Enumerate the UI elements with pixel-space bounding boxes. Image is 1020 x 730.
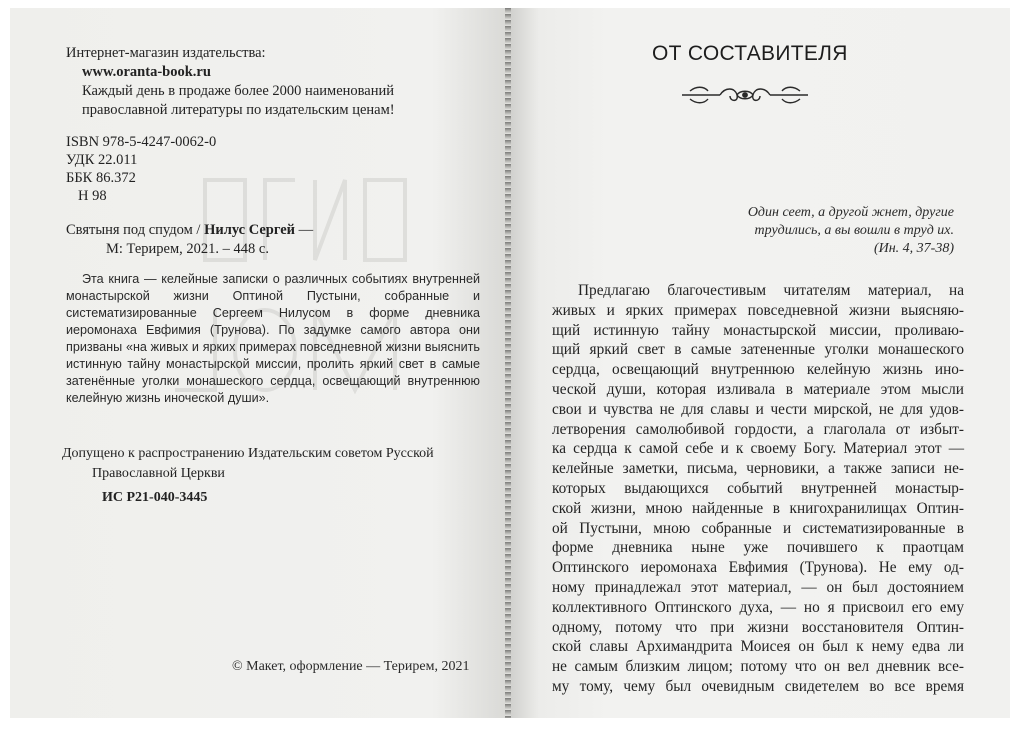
citation-line-1 [66,221,313,240]
approval-code: ИС Р21-040-3445 [102,490,208,505]
citation-title: Святыня под спудом / [66,222,205,238]
author-mark: Н 98 [78,188,107,204]
epigraph [700,204,954,258]
approval-block [62,444,434,508]
body-line: ному принадлежал этот материал, — он был достоянием [552,578,964,596]
body-line: ческой души, которая изливала в материале этом мысли [552,380,964,398]
body-line: ой Пустыни, мною собранные и систематизированные в [552,519,964,537]
body-line: ской славы Архимандрита Моисея он был к нему едва ли [552,638,964,656]
citation-imprint: М: Терирем, 2021. – 448 с. [106,241,269,257]
approval-line-1: Допущено к распространению Издательским советом Русской [62,446,434,461]
classification-block [66,151,137,205]
citation-author: Нилус Сергей [204,222,296,238]
body-line: щий истинную тайну монастырской миссии, проливаю- [552,321,964,339]
epigraph-line-1: Один сеет, а другой жнет, другие [747,205,954,220]
body-line: келейные заметки, письма, черновики, а также записи не- [552,460,964,478]
body-line: форме дневника ныне уже почившего к праотцам [552,539,964,557]
body-line: ка сердца к самой себе и к своему Богу. Материал этот — [552,440,964,458]
body-line: ской жизни, мною найденные в книгохранилищах Оптин- [552,499,964,517]
isbn-text: ISBN 978-5-4247-0062-0 [66,134,217,150]
body-line: Предлагаю благочестивым читателям материал, на [578,282,964,299]
isbn [66,133,216,152]
chapter-body [552,281,964,697]
store-promo-line-2: православной литературы по издательским ценам! [82,102,395,118]
publisher-block [66,44,395,120]
copyright-line: © Макет, оформление — Терирем, 2021 [232,659,470,674]
body-line: свои и чувства не для славы и чести мирской, не для удов- [552,400,964,418]
epigraph-line-2: трудились, а вы вошли в труд их. [754,223,954,238]
epigraph-source: (Ин. 4, 37-38) [873,241,954,256]
approval-line-2: Православной Церкви [92,466,225,481]
body-line: одному, потому что при жизни восстановителя Оптин- [552,618,964,636]
body-line: летворения самолюбивой гордости, а глаголала от избыт- [552,420,964,438]
bbk: ББК 86.372 [66,170,136,186]
body-line: сердца, освещающий внутреннюю келейную жизнь ино- [552,361,964,379]
book-gutter [505,8,511,718]
chapter-title: ОТ СОСТАВИТЕЛЯ [652,42,848,65]
udk: УДК 22.011 [66,152,138,168]
body-line: коллективного Оптинского духа, — но я присвоил его ему [552,598,964,616]
store-label: Интернет-магазин издательства: [66,45,266,61]
body-line: не самым близким лицом; потому что он вел дневник все- [552,658,964,676]
body-line: щий яркий свет в самые затененные уголки монашеского [552,341,964,359]
body-line: му тому, чему был очевидным свидетелем во все время [552,677,964,695]
store-promo-line-1: Каждый день в продаже более 2000 наименований [82,83,395,99]
ornament-icon [680,84,810,106]
body-line: живых и ярких примерах повседневной жизни выясняю- [552,301,964,319]
citation-dash: — [295,222,314,238]
store-url: www.oranta-book.ru [82,64,211,80]
book-abstract [66,271,480,407]
body-line: которых выдающихся событий внутренней монастыр- [552,479,964,497]
bibliographic-citation [66,221,313,259]
abstract-text: Эта книга — келейные записки о различных событиях внутренней монастырской жизни Оптиной Пустыни, собранные и систематизированные Сергеем Нилусом в форме дневника иеромонаха Евфимия (Трунова). По задумке самого автора они призваны «на живых и ярких примерах повседневной жизни выяснить истинную тайну монастырской миссии, пролить яркий свет в самые затенённые уголки монашеского сердца, освещающий внутреннюю келейную жизнь иноческой души». [66,272,480,405]
body-line: Оптинского иеромонаха Евфимия (Трунова). Не ему од- [552,559,964,577]
